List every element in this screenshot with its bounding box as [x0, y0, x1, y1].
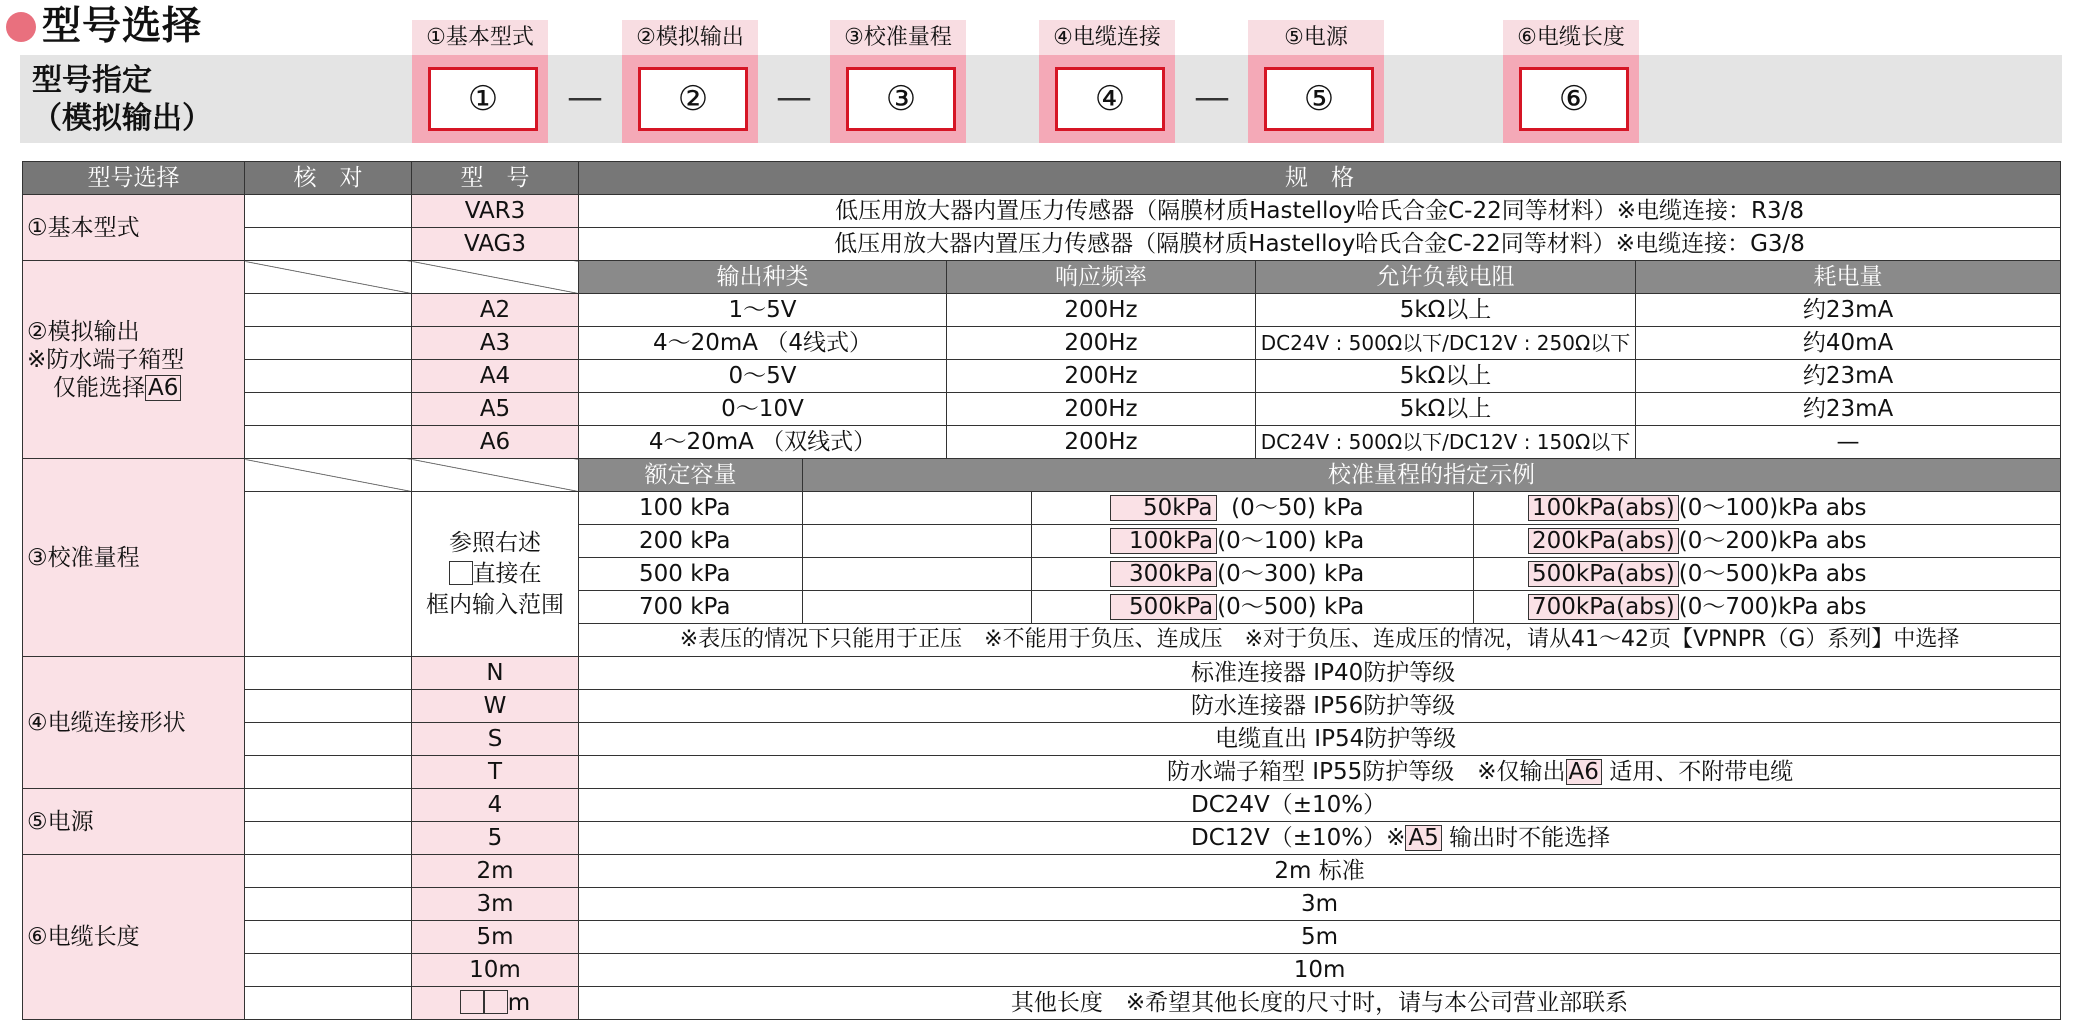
capacity-cell: 500 kPa — [579, 558, 803, 591]
freq-cell: 200Hz — [947, 426, 1256, 459]
category-analog — [23, 261, 245, 459]
load-cell: DC24V : 500Ω以下/DC12V : 150Ω以下 — [1256, 426, 1636, 459]
table-row — [23, 690, 2061, 723]
empty-box-icon — [460, 990, 484, 1014]
designation-label — [32, 62, 212, 138]
example-range: (0～50) kPa — [1231, 495, 1364, 521]
freq-cell: 200Hz — [947, 360, 1256, 393]
example3-cell — [1474, 591, 2061, 624]
table-row — [23, 723, 2061, 756]
table-row — [23, 195, 2061, 228]
code-cell: A2 — [412, 294, 579, 327]
example2-cell — [1032, 525, 1474, 558]
category-analog-note2 — [27, 374, 244, 402]
table-row — [23, 426, 2061, 459]
table-row — [23, 987, 2061, 1020]
code-cell: A3 — [412, 327, 579, 360]
empty-box-icon — [484, 990, 508, 1014]
slot-dash: — — [776, 77, 812, 118]
spec-cell: 10m — [579, 954, 2061, 987]
code-cell: N — [412, 657, 579, 690]
slot-dash: — — [1194, 77, 1230, 118]
example-range: (0～500) kPa — [1217, 594, 1365, 620]
range-code-line2 — [412, 559, 578, 590]
slot-symbol: ⑤ — [1264, 67, 1374, 131]
example-box: 100kPa(abs) — [1528, 495, 1679, 521]
subheader-examples: 校准量程的指定示例 — [803, 459, 2061, 492]
example1-cell — [803, 492, 1032, 525]
slot-basic — [412, 55, 548, 143]
table-row — [23, 822, 2061, 855]
slot-label-range: ③校准量程 — [830, 20, 966, 55]
code-cell — [412, 987, 579, 1020]
spec-cell: 防水连接器 IP56防护等级 — [579, 690, 2061, 723]
check-cell[interactable] — [245, 888, 412, 921]
code-cell: 5 — [412, 822, 579, 855]
example2-cell — [1032, 558, 1474, 591]
check-cell[interactable] — [245, 723, 412, 756]
category-power: ⑤电源 — [23, 789, 245, 855]
capacity-cell: 200 kPa — [579, 525, 803, 558]
spec-cell: 电缆直出 IP54防护等级 — [579, 723, 2061, 756]
check-cell[interactable] — [245, 690, 412, 723]
slot-label-basic: ①基本型式 — [412, 20, 548, 55]
example2-cell — [1032, 492, 1474, 525]
subheader-freq: 响应频率 — [947, 261, 1256, 294]
category-analog-title: ②模拟输出 — [27, 318, 140, 345]
code-cell: 5m — [412, 921, 579, 954]
example-range: (0～700)kPa abs — [1678, 594, 1867, 620]
table-header-row — [23, 162, 2061, 195]
diagonal-cell — [412, 459, 579, 492]
power-cell: — — [1636, 426, 2061, 459]
output-cell: 0～10V — [579, 393, 947, 426]
subheader-output: 输出种类 — [579, 261, 947, 294]
option-box: A6 — [1566, 759, 1602, 785]
freq-cell: 200Hz — [947, 327, 1256, 360]
check-cell[interactable] — [245, 954, 412, 987]
load-cell: 5kΩ以上 — [1256, 393, 1636, 426]
check-cell[interactable] — [245, 426, 412, 459]
load-cell: 5kΩ以上 — [1256, 294, 1636, 327]
table-row — [23, 954, 2061, 987]
slot-symbol: ④ — [1055, 67, 1165, 131]
example-box: 500kPa(abs) — [1528, 561, 1679, 587]
power-cell: 约23mA — [1636, 294, 2061, 327]
check-cell[interactable] — [245, 327, 412, 360]
table-row — [23, 492, 2061, 525]
spec-cell — [579, 822, 2061, 855]
spec-text: 输出时不能选择 — [1449, 825, 1611, 851]
table-row — [23, 327, 2061, 360]
slot-dash: — — [567, 77, 603, 118]
table-row — [23, 294, 2061, 327]
spec-cell: 2m 标准 — [579, 855, 2061, 888]
designation-label-line2: （模拟输出） — [32, 101, 212, 136]
table-row — [23, 360, 2061, 393]
table-row — [23, 756, 2061, 789]
empty-box-icon — [449, 561, 473, 585]
output-cell: 4～20mA （4线式） — [579, 327, 947, 360]
range-note: ※表压的情况下只能用于正压 ※不能用于负压、连成压 ※对于负压、连成压的情况，请从41～42页【VPNPR（G）系列】中选择 — [579, 624, 2061, 657]
slot-label-power: ⑤电源 — [1248, 20, 1384, 55]
example-range: (0～300) kPa — [1217, 561, 1365, 587]
table-row — [23, 855, 2061, 888]
example3-cell — [1474, 525, 2061, 558]
example-box: 50kPa — [1110, 495, 1217, 521]
example1-cell — [803, 558, 1032, 591]
spec-cell: 低压用放大器内置压力传感器（隔膜材质Hastelloy哈氏合金C-22同等材料）※电缆连接：R3/8 — [579, 195, 2061, 228]
code-cell: T — [412, 756, 579, 789]
capacity-cell: 700 kPa — [579, 591, 803, 624]
example3-cell — [1474, 558, 2061, 591]
freq-cell: 200Hz — [947, 393, 1256, 426]
slot-cable — [1039, 55, 1175, 143]
check-cell[interactable] — [245, 822, 412, 855]
slot-symbol: ① — [428, 67, 538, 131]
slot-power — [1248, 55, 1384, 143]
capacity-cell: 100 kPa — [579, 492, 803, 525]
code-cell: VAG3 — [412, 228, 579, 261]
check-cell[interactable] — [245, 756, 412, 789]
freq-cell: 200Hz — [947, 294, 1256, 327]
table-row — [23, 261, 2061, 294]
example-range: (0～200)kPa abs — [1678, 528, 1867, 554]
check-cell[interactable] — [245, 987, 412, 1020]
power-cell: 约40mA — [1636, 327, 2061, 360]
range-code-line1: 参照右述 — [449, 529, 541, 556]
code-cell: 3m — [412, 888, 579, 921]
spec-cell: DC24V（±10%） — [579, 789, 2061, 822]
subheader-power: 耗电量 — [1636, 261, 2061, 294]
range-code-line3: 框内输入范围 — [426, 591, 564, 618]
spec-cell: 其他长度 ※希望其他长度的尺寸时，请与本公司营业部联系 — [579, 987, 2061, 1020]
slot-symbol: ③ — [846, 67, 956, 131]
example1-cell — [803, 525, 1032, 558]
code-unit: m — [507, 990, 531, 1016]
slot-label-cable: ④电缆连接 — [1039, 20, 1175, 55]
code-cell: 2m — [412, 855, 579, 888]
output-cell: 0～5V — [579, 360, 947, 393]
check-cell[interactable] — [245, 492, 412, 657]
code-cell: 10m — [412, 954, 579, 987]
slot-symbol: ⑥ — [1519, 67, 1629, 131]
header-check: 核 对 — [245, 162, 412, 195]
code-cell: W — [412, 690, 579, 723]
load-cell: DC24V : 500Ω以下/DC12V : 250Ω以下 — [1256, 327, 1636, 360]
category-basic: ①基本型式 — [23, 195, 245, 261]
power-cell: 约23mA — [1636, 393, 2061, 426]
spec-cell — [579, 756, 2061, 789]
output-cell: 4～20mA （双线式） — [579, 426, 947, 459]
output-cell: 1～5V — [579, 294, 947, 327]
code-cell: S — [412, 723, 579, 756]
check-cell[interactable] — [245, 393, 412, 426]
check-cell[interactable] — [245, 855, 412, 888]
load-cell: 5kΩ以上 — [1256, 360, 1636, 393]
check-cell[interactable] — [245, 921, 412, 954]
table-row — [23, 789, 2061, 822]
section-title: 型号选择 — [42, 4, 203, 49]
table-row — [23, 459, 2061, 492]
slot-analog — [622, 55, 758, 143]
designation-label-line1: 型号指定 — [32, 63, 152, 98]
range-code-cell — [412, 492, 579, 657]
spec-text: 适用、不附带电缆 — [1609, 759, 1794, 785]
example-box: 500kPa — [1110, 594, 1217, 620]
subheader-load: 允许负载电阻 — [1256, 261, 1636, 294]
table-row — [23, 228, 2061, 261]
example-range: (0～100)kPa abs — [1678, 495, 1867, 521]
range-code-line2-text: 直接在 — [472, 560, 542, 587]
example-box: 300kPa — [1110, 561, 1217, 587]
spec-cell: 3m — [579, 888, 2061, 921]
table-row — [23, 888, 2061, 921]
category-analog-note-text: 仅能选择 — [53, 374, 145, 401]
table-row — [23, 657, 2061, 690]
header-code: 型 号 — [412, 162, 579, 195]
category-cable: ④电缆连接形状 — [23, 657, 245, 789]
spec-cell: 标准连接器 IP40防护等级 — [579, 657, 2061, 690]
header-spec: 规 格 — [579, 162, 2061, 195]
slot-label-analog: ②模拟输出 — [622, 20, 758, 55]
table-row — [23, 921, 2061, 954]
example1-cell — [803, 591, 1032, 624]
check-cell[interactable] — [245, 195, 412, 228]
code-cell: A4 — [412, 360, 579, 393]
code-cell: VAR3 — [412, 195, 579, 228]
check-cell[interactable] — [245, 789, 412, 822]
check-cell[interactable] — [245, 360, 412, 393]
example-box: 200kPa(abs) — [1528, 528, 1679, 554]
diagonal-cell — [245, 261, 412, 294]
bullet-dot-icon — [6, 12, 36, 42]
spec-cell: 低压用放大器内置压力传感器（隔膜材质Hastelloy哈氏合金C-22同等材料）※电缆连接：G3/8 — [579, 228, 2061, 261]
spec-cell: 5m — [579, 921, 2061, 954]
header-selection: 型号选择 — [23, 162, 245, 195]
code-cell: 4 — [412, 789, 579, 822]
spec-text: DC12V（±10%）※ — [1191, 825, 1406, 851]
option-box: A6 — [145, 375, 181, 401]
option-box: A5 — [1405, 825, 1441, 851]
slot-range — [830, 55, 966, 143]
diagonal-cell — [245, 459, 412, 492]
code-cell: A5 — [412, 393, 579, 426]
example-box: 700kPa(abs) — [1528, 594, 1679, 620]
check-cell[interactable] — [245, 294, 412, 327]
power-cell: 约23mA — [1636, 360, 2061, 393]
example3-cell — [1474, 492, 2061, 525]
category-range: ③校准量程 — [23, 459, 245, 657]
check-cell[interactable] — [245, 657, 412, 690]
code-cell: A6 — [412, 426, 579, 459]
example2-cell — [1032, 591, 1474, 624]
table-row — [23, 393, 2061, 426]
check-cell[interactable] — [245, 228, 412, 261]
slot-length — [1503, 55, 1639, 143]
diagonal-cell — [412, 261, 579, 294]
spec-text: 防水端子箱型 IP55防护等级 ※仅输出 — [1167, 759, 1566, 785]
slot-label-length: ⑥电缆长度 — [1503, 20, 1639, 55]
model-selection-table — [22, 161, 2061, 1020]
example-range: (0～500)kPa abs — [1678, 561, 1867, 587]
subheader-capacity: 额定容量 — [579, 459, 803, 492]
section-heading — [6, 4, 202, 50]
example-range: (0～100) kPa — [1217, 528, 1365, 554]
category-analog-note: ※防水端子箱型 — [27, 346, 185, 373]
slot-symbol: ② — [638, 67, 748, 131]
example-box: 100kPa — [1110, 528, 1217, 554]
category-length: ⑥电缆长度 — [23, 855, 245, 1020]
